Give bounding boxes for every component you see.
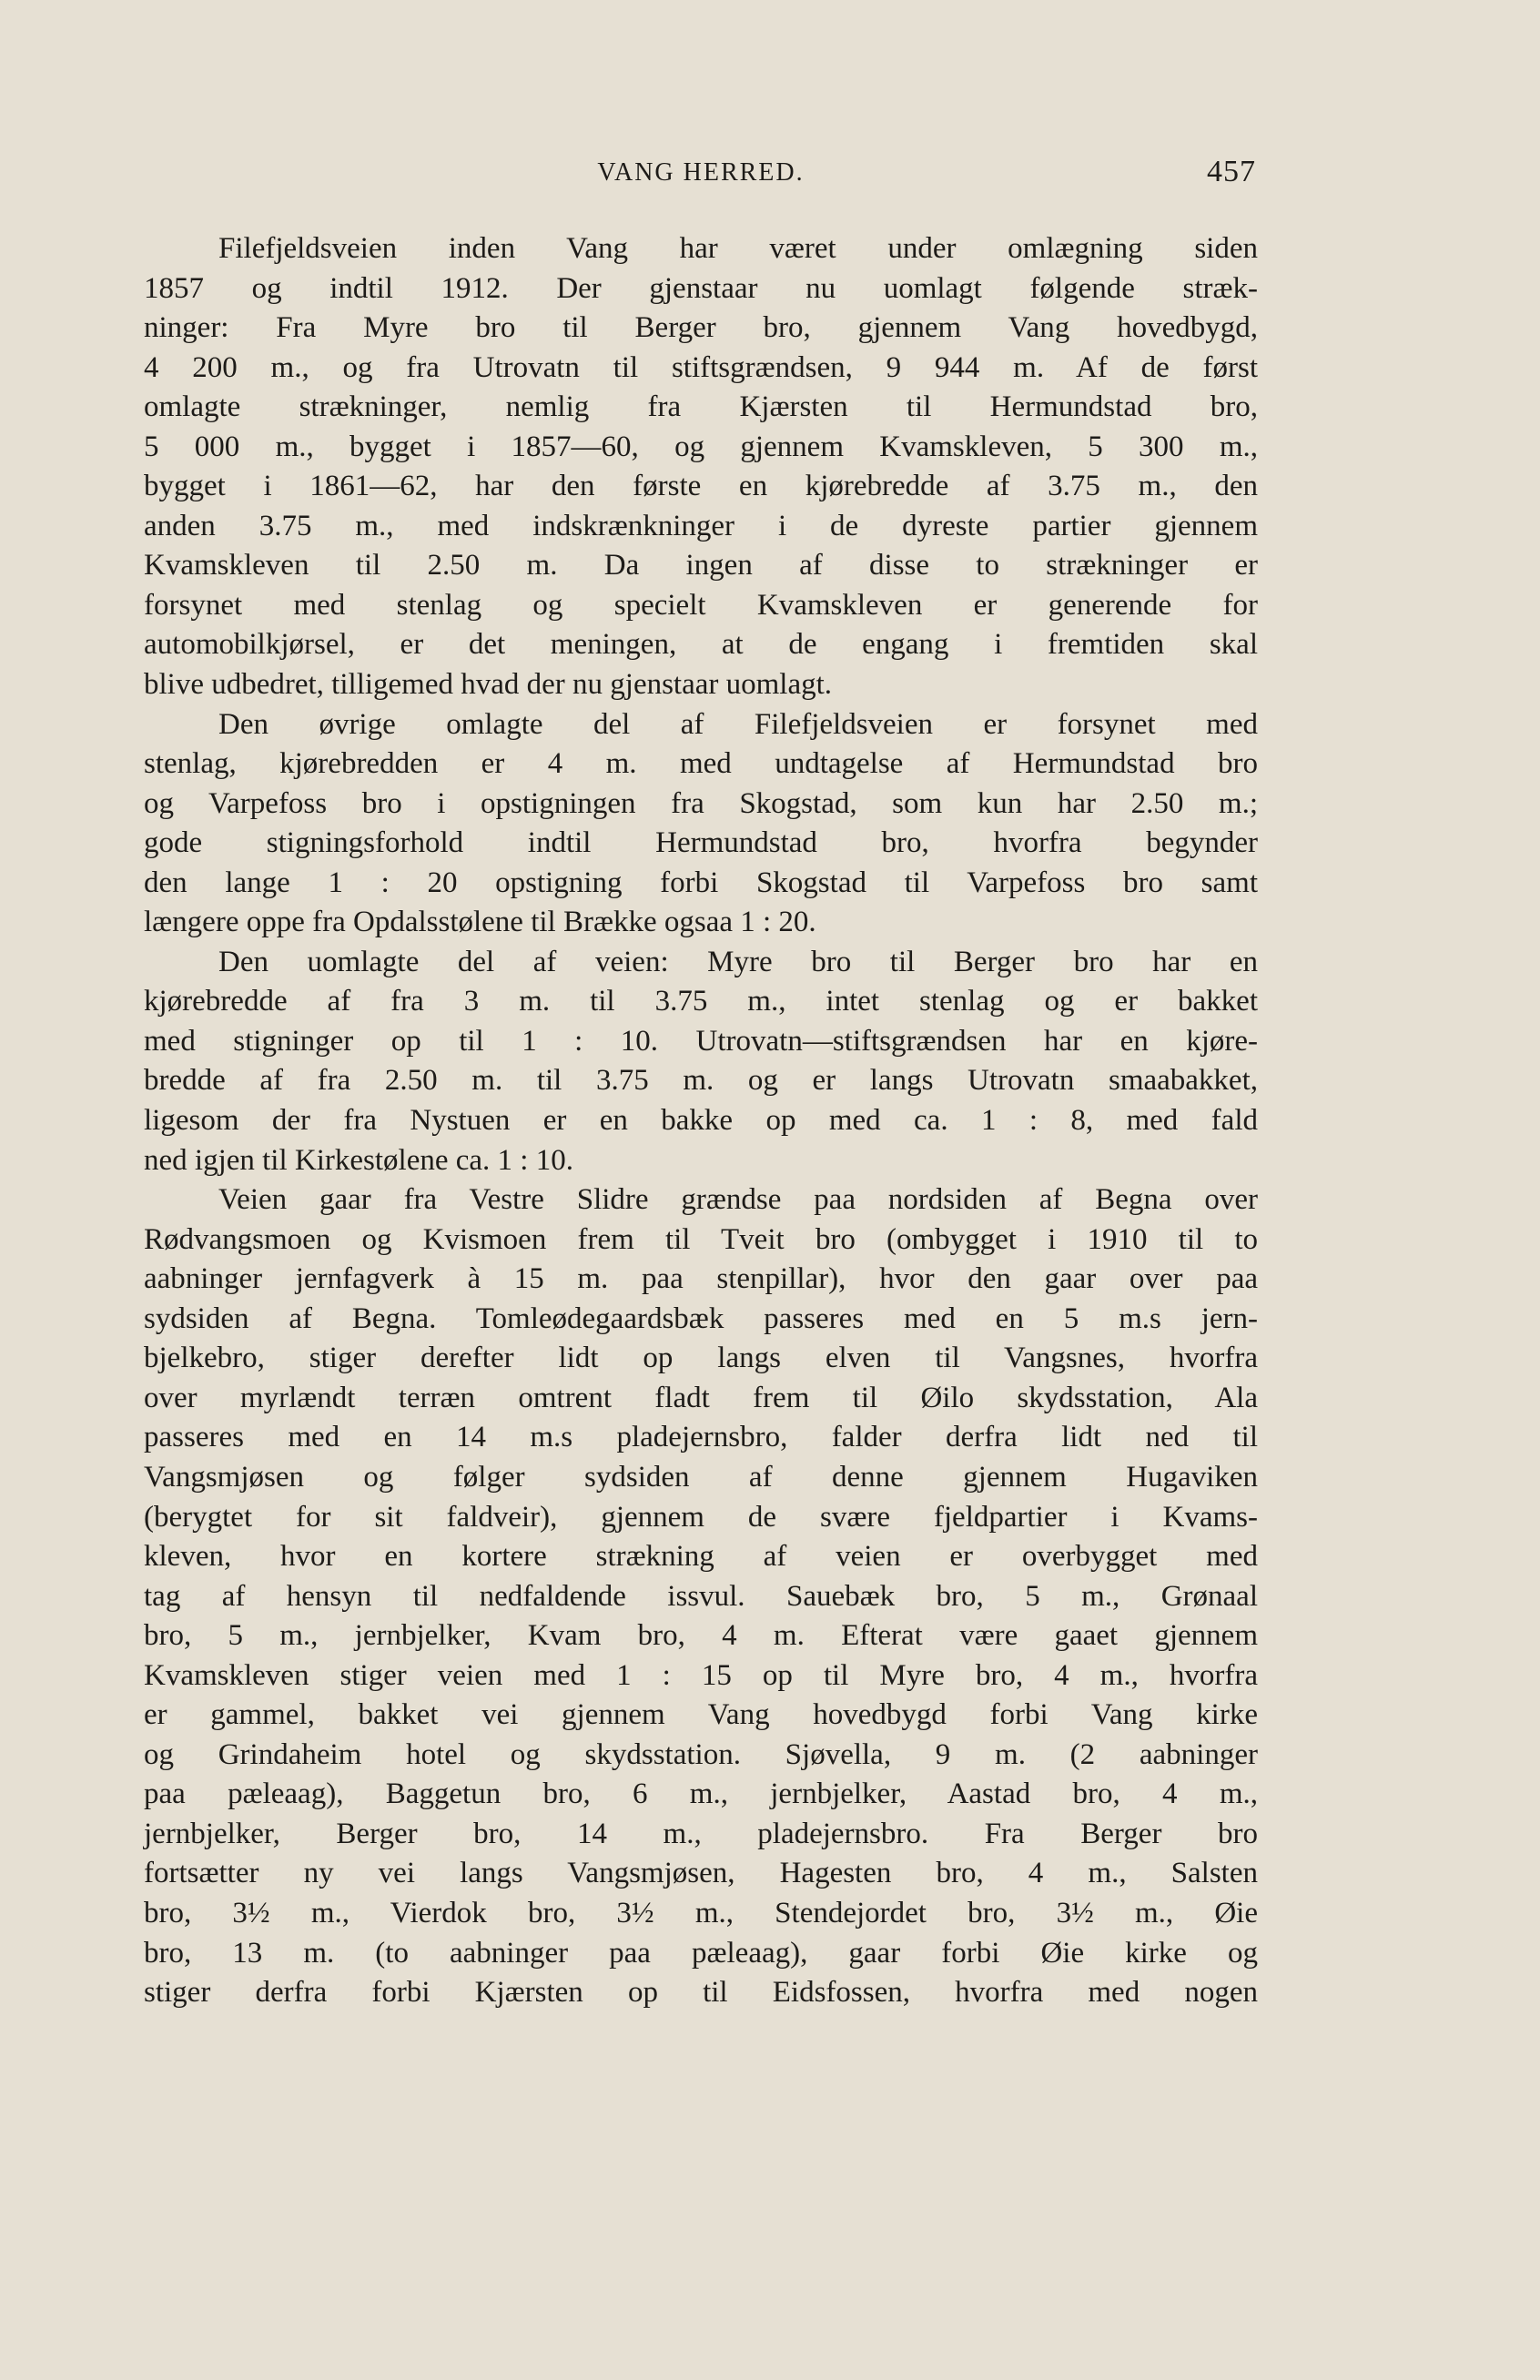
text-line: er gammel, bakket vei gjennem Vang hovedbygd forbi Vang kirke	[144, 1698, 1258, 1732]
text-line: bro, 5 m., jernbjelker, Kvam bro, 4 m. Efterat være gaaet gjennem	[144, 1619, 1258, 1653]
text-line: fortsætter ny vei langs Vangsmjøsen, Hagesten bro, 4 m., Salsten	[144, 1857, 1258, 1890]
text-line: omlagte strækninger, nemlig fra Kjærsten til Hermundstad bro,	[144, 390, 1258, 424]
running-title: VANG HERRED.	[597, 158, 805, 187]
text-line: ligesom der fra Nystuen er en bakke op med ca. 1 : 8, med fald	[144, 1104, 1258, 1138]
text-line: den lange 1 : 20 opstigning forbi Skogstad til Varpefoss bro samt	[144, 866, 1258, 899]
text-line: Den uomlagte del af veien: Myre bro til Berger bro har en	[218, 945, 1258, 978]
text-line: gode stigningsforhold indtil Hermundstad bro, hvorfra begynder	[144, 826, 1258, 860]
text-line: 4 200 m., og fra Utrovatn til stiftsgrændsen, 9 944 m. Af de først	[144, 350, 1258, 384]
text-line: anden 3.75 m., med indskrænkninger i de dyreste partier gjennem	[144, 509, 1258, 542]
text-line: Kvamskleven til 2.50 m. Da ingen af disse to strækninger er	[144, 549, 1258, 582]
text-line: og Grindaheim hotel og skydsstation. Sjøvella, 9 m. (2 aabninger	[144, 1737, 1258, 1771]
text-line: ninger: Fra Myre bro til Berger bro, gjennem Vang hovedbygd,	[144, 311, 1258, 345]
text-line: automobilkjørsel, er det meningen, at de engang i fremtiden skal	[144, 628, 1258, 662]
body-text	[144, 229, 1258, 2013]
text-line: med stigninger op til 1 : 10. Utrovatn—stiftsgrændsen har en kjøre-	[144, 1024, 1258, 1058]
page-number: 457	[1207, 155, 1256, 188]
text-line: kjørebredde af fra 3 m. til 3.75 m., intet stenlag og er bakket	[144, 985, 1258, 1018]
text-line: kleven, hvor en kortere strækning af veien er overbygget med	[144, 1540, 1258, 1574]
text-line: 1857 og indtil 1912. Der gjenstaar nu uomlagt følgende stræk-	[144, 271, 1258, 305]
text-line: sydsiden af Begna. Tomleødegaardsbæk passeres med en 5 m.s jern-	[144, 1301, 1258, 1335]
text-line: (berygtet for sit faldveir), gjennem de svære fjeldpartier i Kvams-	[144, 1500, 1258, 1534]
text-line: 5 000 m., bygget i 1857—60, og gjennem Kvamskleven, 5 300 m.,	[144, 430, 1258, 463]
text-line: aabninger jernfagverk à 15 m. paa stenpillar), hvor den gaar over paa	[144, 1262, 1258, 1296]
text-line: Filefjeldsveien inden Vang har været under omlægning siden	[218, 232, 1258, 265]
text-line: paa pæleaag), Baggetun bro, 6 m., jernbjelker, Aastad bro, 4 m.,	[144, 1777, 1258, 1811]
text-line: bygget i 1861—62, har den første en kjørebredde af 3.75 m., den	[144, 470, 1258, 503]
text-line: jernbjelker, Berger bro, 14 m., pladejernsbro. Fra Berger bro	[144, 1817, 1258, 1850]
text-line: forsynet med stenlag og specielt Kvamskleven er generende for	[144, 588, 1258, 622]
text-line: Kvamskleven stiger veien med 1 : 15 op til Myre bro, 4 m., hvorfra	[144, 1658, 1258, 1692]
running-head	[146, 155, 1256, 200]
text-line: over myrlændt terræn omtrent fladt frem til Øilo skydsstation, Ala	[144, 1381, 1258, 1414]
text-line: og Varpefoss bro i opstigningen fra Skogstad, som kun har 2.50 m.;	[144, 786, 1258, 820]
text-line: blive udbedret, tilligemed hvad der nu gjenstaar uomlagt.	[144, 668, 833, 702]
text-line: Rødvangsmoen og Kvismoen frem til Tveit bro (ombygget i 1910 til to	[144, 1222, 1258, 1256]
text-line: tag af hensyn til nedfaldende issvul. Sauebæk bro, 5 m., Grønaal	[144, 1579, 1258, 1613]
text-line: Vangsmjøsen og følger sydsiden af denne gjennem Hugaviken	[144, 1460, 1258, 1494]
text-line: bro, 13 m. (to aabninger paa pæleaag), gaar forbi Øie kirke og	[144, 1936, 1258, 1970]
text-line: længere oppe fra Opdalsstølene til Brække ogsaa 1 : 20.	[144, 906, 816, 939]
text-line: bjelkebro, stiger derefter lidt op langs elven til Vangsnes, hvorfra	[144, 1342, 1258, 1375]
text-line: bro, 3½ m., Vierdok bro, 3½ m., Stendejordet bro, 3½ m., Øie	[144, 1896, 1258, 1929]
text-line: stenlag, kjørebredden er 4 m. med undtagelse af Hermundstad bro	[144, 747, 1258, 781]
text-line: passeres med en 14 m.s pladejernsbro, falder derfra lidt ned til	[144, 1421, 1258, 1454]
text-line: bredde af fra 2.50 m. til 3.75 m. og er langs Utrovatn smaabakket,	[144, 1064, 1258, 1098]
text-line: Veien gaar fra Vestre Slidre grændse paa nordsiden af Begna over	[218, 1183, 1258, 1217]
text-line: stiger derfra forbi Kjærsten op til Eidsfossen, hvorfra med nogen	[144, 1976, 1258, 2010]
text-line: ned igjen til Kirkestølene ca. 1 : 10.	[144, 1143, 573, 1177]
text-line: Den øvrige omlagte del af Filefjeldsveien er forsynet med	[218, 707, 1258, 741]
